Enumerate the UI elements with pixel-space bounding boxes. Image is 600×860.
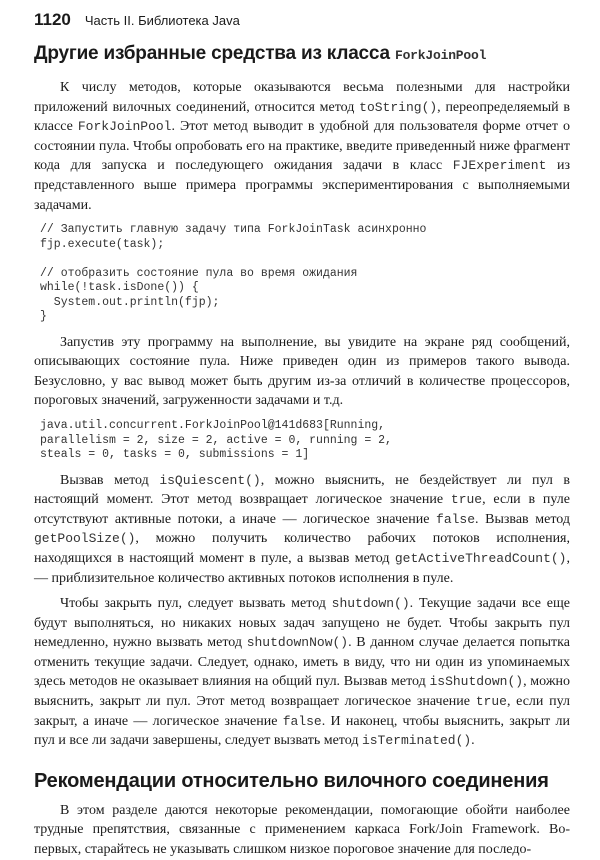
text-run: из представленного выше примера программы экспериментирования с выполняемыми задачами. (34, 158, 570, 213)
paragraph-isquiescent (34, 471, 570, 589)
code-listing-output: java.util.concurrent.ForkJoinPool@141d683[Running, parallelism = 2, size = 2, active = 0, running = 2, steals = 0, tasks = 0, submissions = 1] (40, 419, 392, 462)
running-title: Часть II. Библиотека Java (84, 13, 240, 28)
text-run: . И наконец, чтобы выяснить, закрыт ли пул и все ли задачи завершены, следует вызвать метод (34, 713, 570, 749)
text-run: . Текущие задачи все еще будут выполняться, но никаких новых задач запущено не будет. Чтобы закрыть пул немедленно, нужно вызвать метод (34, 596, 570, 651)
text-run: , переопределяемый в классе (34, 99, 570, 135)
paragraph-output-intro: Запустив эту программу на выполнение, вы увидите на экране ряд сообщений, описывающих состояние пула. Ниже приведен один из примеров такого вывода. Безусловно, у вас вывод может быть другим из-за отличий в количестве процессоров, пороговых значений, загруженности задачами и т.д. (34, 334, 570, 409)
inline-code: true (475, 694, 507, 710)
text-run: . (471, 733, 475, 749)
text-run: , можно получить количество рабочих потоков исполнения, находящихся в настоящий момент в пуле, а вызвав метод (34, 531, 570, 566)
inline-code: getActiveThreadCount() (394, 550, 567, 566)
inline-code: shutdownNow() (246, 635, 349, 651)
inline-code: FJExperiment (452, 158, 547, 174)
inline-code: isTerminated() (361, 733, 472, 749)
section-title-text: Другие избранные средства из класса (34, 43, 395, 64)
inline-code: false (436, 511, 476, 527)
inline-code: false (282, 713, 322, 729)
text-run: Чтобы закрыть пул, следует вызвать метод (60, 596, 332, 612)
inline-code: isShutdown() (429, 674, 524, 690)
paragraph-recommendations: В этом разделе даются некоторые рекомендации, помогающие обойти наиболее трудные препятствия, связанные с применением каркаса Fork/Join Framework. Во-первых, старайтесь не указывать слишком низкое пороговое значение для последо- (34, 802, 570, 858)
inline-code: shutdown() (331, 596, 410, 612)
inline-code: true (450, 492, 483, 508)
inline-code: ForkJoinPool (77, 119, 172, 135)
text-run: , если пул закрыт, а иначе — логическое значение (34, 694, 570, 729)
section-title-forkjoinpool (34, 42, 570, 68)
text-run: К числу методов, которые оказываются весьма полезными для настройки приложений вилочных соединений, относится метод (34, 80, 570, 115)
text-run: . Вызвав метод (475, 511, 570, 527)
text-run: , — приблизительное количество активных потоков исполнения в пуле. (34, 550, 570, 586)
inline-code: isQuiescent() (159, 472, 261, 488)
text-run: , можно выяснить, не бездействует ли пул в настоящий момент. Этот метод возвращает логическое значение (34, 472, 570, 508)
paragraph-shutdown (34, 594, 570, 751)
text-run: , можно выяснить, закрыт ли пул. Этот метод возвращает логическое значение (34, 674, 570, 710)
text-run: , если в пуле отсутствуют активные потоки, а иначе — логическое значение (34, 492, 570, 527)
section-title-code: ForkJoinPool (394, 48, 487, 63)
code-listing-execute: // Запустить главную задачу типа ForkJoinTask асинхронно fjp.execute(task); // отобразить состояние пула во время ожидания while(!task.isDone()) { System.out.println(fjp); } (40, 223, 427, 324)
text-run: . Этот метод выводит в удобной для пользователя форме отчет о состоянии пула. Чтобы опробовать его на практике, введите приведенный ниже фрагмент кода для запуска и последующего ожидания задачи в класс (34, 119, 570, 174)
inline-code: getPoolSize() (34, 531, 136, 547)
page-header (34, 10, 570, 38)
section-title-recommendations: Рекомендации относительно вилочного соединения (34, 769, 549, 792)
book-page (34, 10, 570, 860)
paragraph-tostring (34, 78, 570, 215)
page-number: 1120 (34, 10, 71, 29)
inline-code: toString() (359, 99, 438, 115)
text-run: Вызвав метод (60, 472, 160, 488)
text-run: . В данном случае делается попытка отменить текущие задачи. Следует, однако, иметь в виду, что ни один из упоминаемых здесь методов не оказывает влияния на общий пул. Вызвав метод (34, 635, 570, 690)
